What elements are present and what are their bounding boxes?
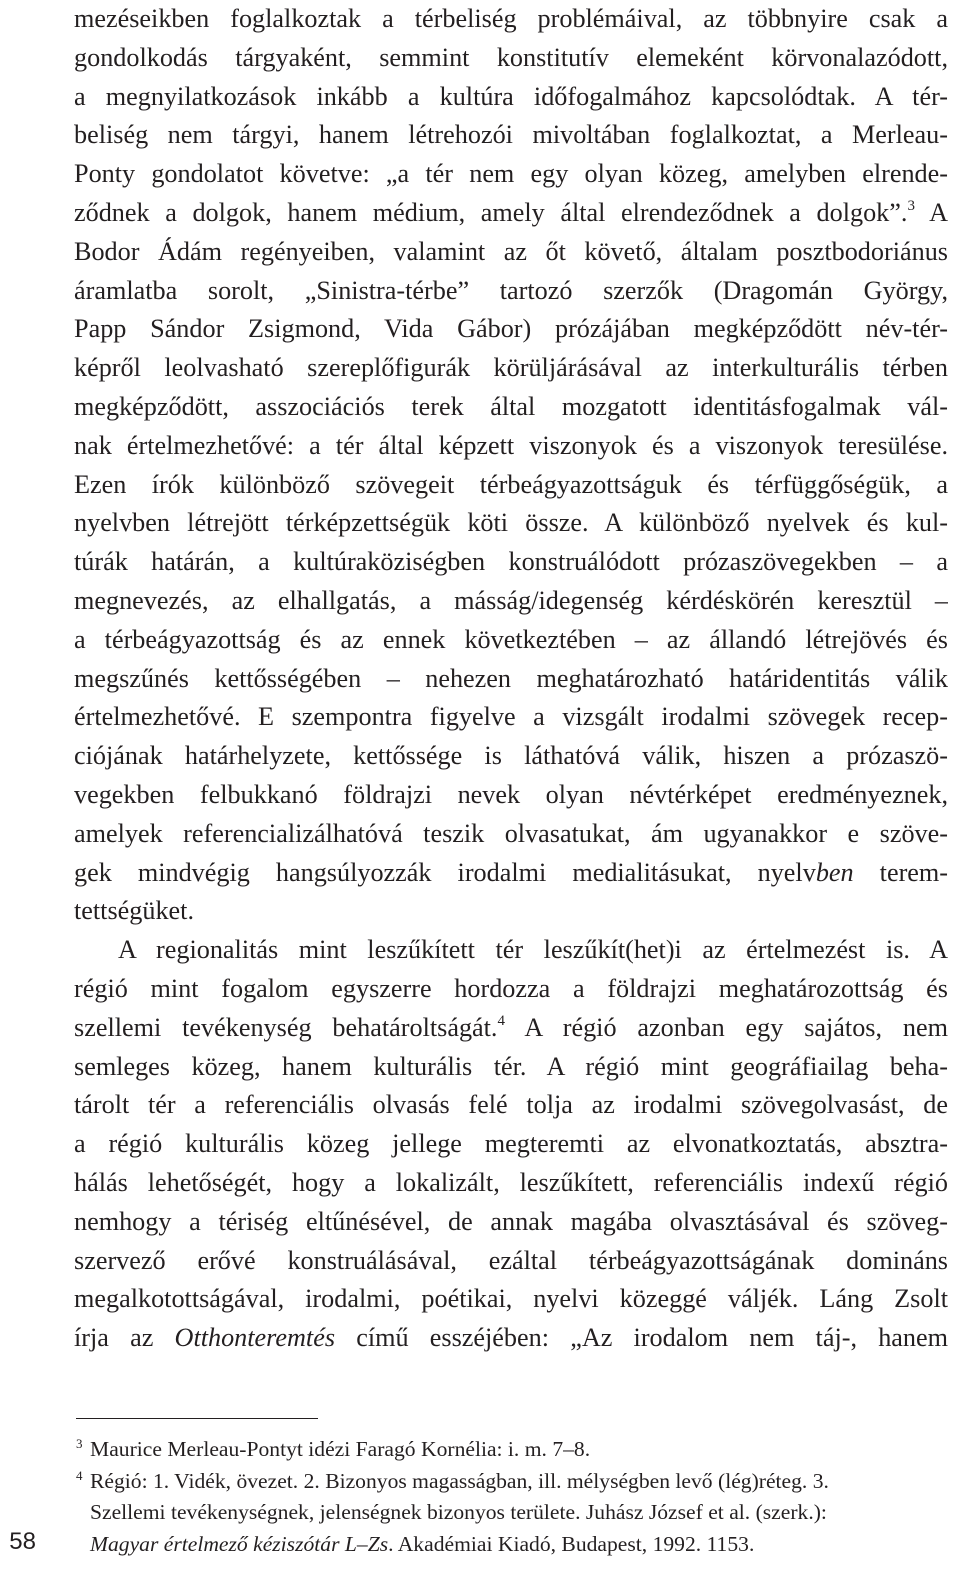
text-line bbox=[74, 854, 948, 893]
footnote-text: Maurice Merleau-Pontyt idézi Faragó Kornélia: i. m. 7–8. bbox=[90, 1437, 591, 1461]
italic-text: ben bbox=[815, 857, 854, 887]
footnote-continuation bbox=[76, 1529, 948, 1561]
text-line: nyelvben létrejött térképzettségük köti össze. A különböző nyelvek és kul- bbox=[74, 508, 948, 538]
footnote-text: . Akadémiai Kiadó, Budapest, 1992. 1153. bbox=[388, 1531, 755, 1556]
paragraph-end-line: tettségüket. bbox=[74, 896, 194, 926]
text-line: Ezen írók különböző szövegeit térbeágyazottságuk és térfüggőségük, a bbox=[74, 469, 948, 499]
text-line: hálás lehetőségét, hogy a lokalizált, leszűkített, referenciális indexű régió bbox=[74, 1167, 948, 1197]
text-line: megalkotottságával, irodalmi, poétikai, nyelvi közeggé váljék. Láng Zsolt bbox=[74, 1284, 948, 1314]
text-line: a régió kulturális közeg jellege megteremti az elvonatkoztatás, absztra- bbox=[74, 1129, 948, 1159]
footnote-text: Régió: 1. Vidék, övezet. 2. Bizonyos magasságban, ill. mélységben levő (lég)réteg. 3. bbox=[90, 1468, 829, 1493]
text-fragment: gek mindvégig hangsúlyozzák irodalmi medialitásukat, nyelv bbox=[74, 857, 816, 887]
footnote-ref-3[interactable]: 3 bbox=[907, 197, 915, 214]
text-line: Papp Sándor Zsigmond, Vida Gábor) prózájában megképződött név-tér- bbox=[74, 314, 948, 344]
text-line: értelmezhetővé. E szempontra figyelve a vizsgált irodalmi szövegek recep- bbox=[74, 702, 948, 732]
text-line: túrák határán, a kultúraköziségben konstruálódott prózaszövegekben – a bbox=[74, 547, 948, 577]
text-line: ciójának határhelyzete, kettőssége is láthatóvá válik, hiszen a prózaszö- bbox=[74, 741, 948, 771]
italic-title: Otthonteremtés bbox=[174, 1323, 336, 1353]
text-line: beliség nem tárgyi, hanem létrehozói mivoltában foglalkoztat, a Merleau- bbox=[74, 120, 948, 150]
text-line: képről leolvasható szereplőfigurák körüljárásával az interkulturális térben bbox=[74, 353, 948, 383]
text-fragment: írja az bbox=[74, 1323, 175, 1353]
text-line: Bodor Ádám regényeiben, valamint az őt követő, általam posztbodoriánus bbox=[74, 236, 948, 266]
footnotes bbox=[76, 1434, 948, 1560]
text-line: régió mint fogalom egyszerre hordozza a földrajzi meghatározottság és bbox=[74, 973, 948, 1003]
footnote-3: 3 Maurice Merleau-Pontyt idézi Faragó Kornélia: i. m. 7–8. bbox=[76, 1436, 591, 1461]
text-fragment: című esszéjében: „Az irodalom nem táj-, hanem bbox=[335, 1323, 948, 1353]
text-line: a megnyilatkozások inkább a kultúra időfogalmához kapcsolódtak. A tér- bbox=[74, 81, 948, 111]
italic-book-title: Magyar értelmező kéziszótár L–Zs bbox=[90, 1531, 389, 1556]
text-fragment: A bbox=[914, 197, 948, 227]
footnote-ref-4[interactable]: 4 bbox=[497, 1012, 505, 1029]
text-line: megnevezés, az elhallgatás, a másság/idegenség kérdéskörén keresztül – bbox=[74, 585, 948, 615]
footnote-continuation: Szellemi tevékenységnek, jelenségnek bizonyos területe. Juhász József et al. (szerk.): bbox=[90, 1500, 827, 1524]
body-text bbox=[74, 0, 948, 1358]
text-line bbox=[74, 194, 948, 233]
text-fragment: terem- bbox=[853, 857, 948, 887]
text-line: gondolkodás tárgyaként, semmint konstitutív elemeként körvonalazódott, bbox=[74, 42, 948, 72]
quote-end-text: ződnek a dolgok, hanem médium, amely által elrendeződnek a dolgok”. bbox=[74, 197, 908, 227]
text-line: semleges közeg, hanem kulturális tér. A régió mint geográfiailag beha- bbox=[74, 1051, 948, 1081]
text-line: megszűnés kettősségében – nehezen meghatározható határidentitás válik bbox=[74, 663, 948, 693]
text-line bbox=[74, 1319, 948, 1358]
footnote-separator bbox=[76, 1418, 318, 1419]
page-number: 58 bbox=[9, 1528, 36, 1555]
text-line: tárolt tér a referenciális olvasás felé tolja az irodalmi szövegolvasást, de bbox=[74, 1090, 948, 1120]
text-fragment: A régió azonban egy sajátos, nem bbox=[504, 1012, 948, 1042]
text-line: amelyek referencializálhatóvá teszik olvasatukat, ám ugyanakkor e szöve- bbox=[74, 818, 948, 848]
paragraph-start-line: A regionalitás mint leszűkített tér leszűkít(het)i az értelmezést is. A bbox=[118, 935, 948, 965]
text-line: szervező erővé konstruálásával, ezáltal térbeágyazottságának domináns bbox=[74, 1245, 948, 1275]
text-line: Ponty gondolatot követve: „a tér nem egy olyan közeg, amelyben elrende- bbox=[74, 159, 948, 189]
text-line: nemhogy a tériség eltűnésével, de annak magába olvasztásával és szöveg- bbox=[74, 1206, 948, 1236]
text-line: áramlatba sorolt, „Sinistra-térbe” tartozó szerzők (Dragomán György, bbox=[74, 275, 948, 305]
text-fragment: szellemi tevékenység behatároltságát. bbox=[74, 1012, 498, 1042]
text-line: mezéseikben foglalkoztak a térbeliség problémáival, az többnyire csak a bbox=[74, 4, 948, 33]
footnote-4: 4 Régió: 1. Vidék, övezet. 2. Bizonyos magasságban, ill. mélységben levő (lég)réteg. 3. bbox=[76, 1467, 829, 1493]
text-line: nak értelmezhetővé: a tér által képzett viszonyok és a viszonyok teresülése. bbox=[74, 430, 948, 460]
text-line: megképződött, asszociációs terek által mozgatott identitásfogalmak vál- bbox=[74, 391, 948, 421]
text-line: vegekben felbukkanó földrajzi nevek olyan névtérképet eredményeznek, bbox=[74, 779, 948, 809]
text-line: a térbeágyazottság és az ennek következtében – az állandó létrejövés és bbox=[74, 624, 948, 654]
text-line bbox=[74, 1009, 948, 1048]
